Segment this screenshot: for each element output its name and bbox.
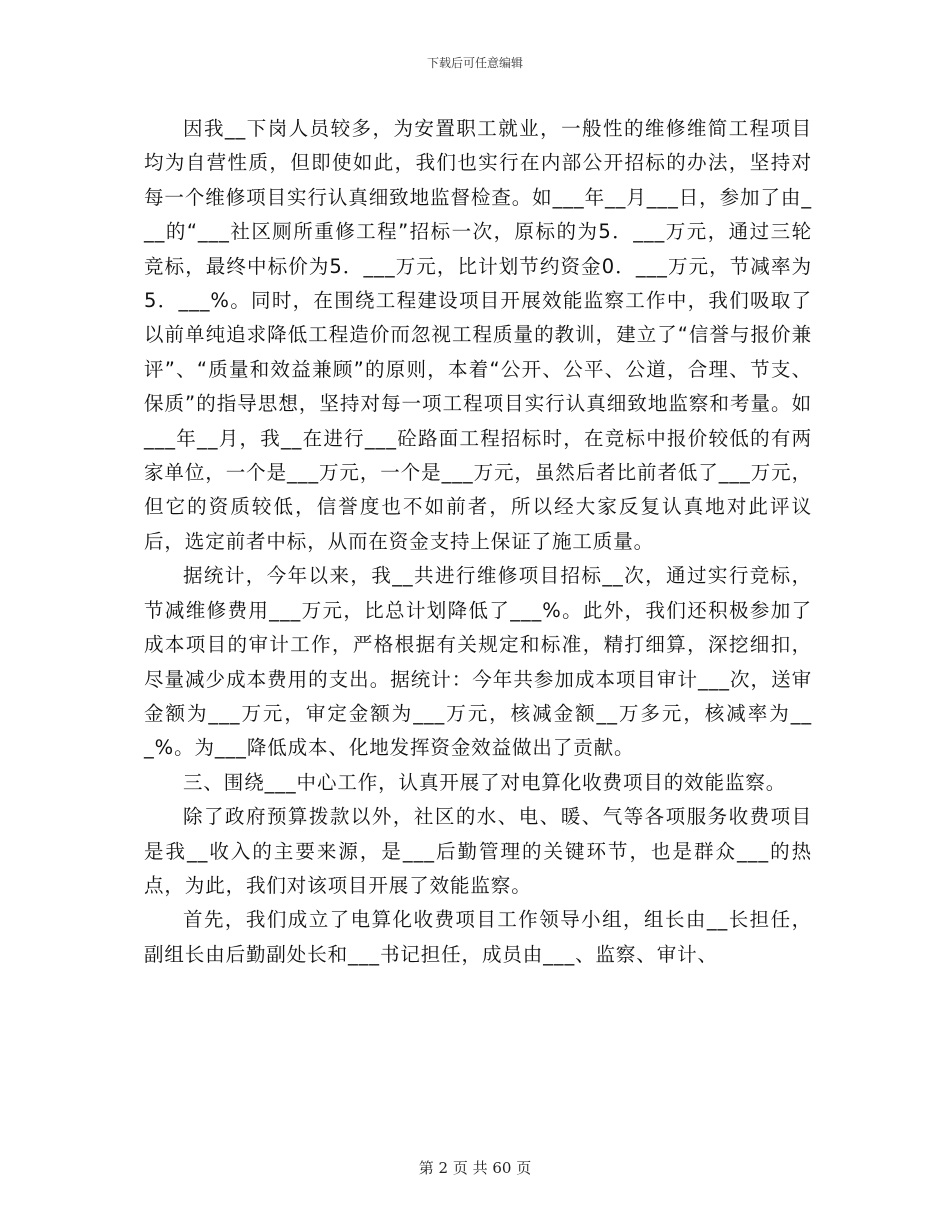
paragraph-1: 因我__下岗人员较多，为安置职工就业，一般性的维修维简工程项目均为自营性质，但即使如此，我们也实行在内部公开招标的办法，坚持对每一个维修项目实行认真细致地监督检查。如___年__月___日，参加了由___的“___社区厕所重修工程”招标一次，原标的为5．___万元，通过三轮竞标，最终中标价为5．___万元，比计划节约资金0．___万元，节减率为5．___%。同时，在围绕工程建设项目开展效能监察工作中，我们吸取了以前单纯追求降低工程造价而忽视工程质量的教训，建立了“信誉与报价兼评”、“质量和效益兼顾”的原则，本着“公开、公平、公道，合理、节支、保质”的指导思想，坚持对每一项工程项目实行认真细致地监察和考量。如___年__月，我__在进行___砼路面工程招标时，在竞标中报价较低的有两家单位，一个是___万元，一个是___万元，虽然后者比前者低了___万元，但它的资质较低，信誉度也不如前者，所以经大家反复认真地对此评议后，选定前者中标，从而在资金支持上保证了施工质量。 bbox=[144, 117, 812, 553]
paragraph-5: 首先，我们成立了电算化收费项目工作领导小组，组长由__长担任，副组长由后勤副处长和___书记担任，成员由___、监察、审计、 bbox=[144, 908, 812, 966]
paragraph-2: 据统计，今年以来，我__共进行维修项目招标__次，通过实行竞标，节减维修费用___万元，比总计划降低了___%。此外，我们还积极参加了成本项目的审计工作，严格根据有关规定和标准，精打细算，深挖细扣，尽量减少成本费用的支出。据统计：今年共参加成本项目审计___次，送审金额为___万元，审定金额为___万元，核减金额__万多元，核减率为___%。为___降低成本、化地发挥资金效益做出了贡献。 bbox=[144, 564, 812, 760]
page-header-note: 下载后可任意编辑 bbox=[426, 56, 523, 70]
paragraph-4: 除了政府预算拨款以外，社区的水、电、暖、气等各项服务收费项目是我__收入的主要来源，是___后勤管理的关键环节，也是群众___的热点，为此，我们对该项目开展了效能监察。 bbox=[144, 805, 812, 897]
page-number-footer: 第 2 页 共 60 页 bbox=[418, 1159, 532, 1177]
paragraph-3: 三、围绕___中心工作，认真开展了对电算化收费项目的效能监察。 bbox=[183, 770, 787, 794]
document-body bbox=[144, 112, 812, 972]
